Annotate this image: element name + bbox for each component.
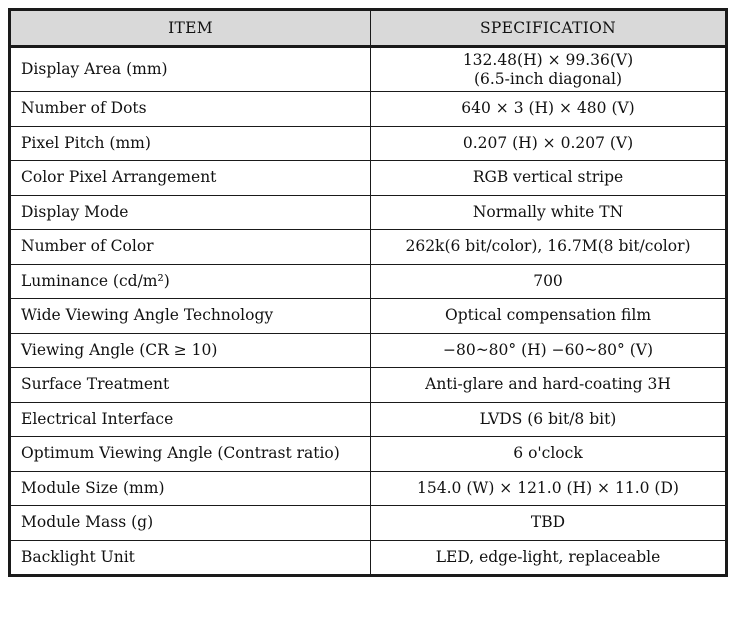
specification-cell bbox=[371, 299, 727, 334]
table-row bbox=[10, 368, 727, 403]
table-row bbox=[10, 161, 727, 196]
specification-line: LED, edge-light, replaceable bbox=[435, 547, 661, 566]
specification-cell bbox=[371, 195, 727, 230]
specification-cell bbox=[371, 402, 727, 437]
specification-cell bbox=[371, 161, 727, 196]
item-column-header: ITEM bbox=[10, 10, 371, 47]
item-cell: Display Area (mm) bbox=[10, 47, 371, 92]
specification-cell bbox=[371, 264, 727, 299]
item-cell: Wide Viewing Angle Technology bbox=[10, 299, 371, 334]
table-row bbox=[10, 333, 727, 368]
specification-line: TBD bbox=[530, 513, 566, 532]
item-cell: Viewing Angle (CR ≥ 10) bbox=[10, 333, 371, 368]
item-cell: Color Pixel Arrangement bbox=[10, 161, 371, 196]
table-row bbox=[10, 47, 727, 92]
specification-cell bbox=[371, 437, 727, 472]
item-cell: Display Mode bbox=[10, 195, 371, 230]
specification-line: Anti-glare and hard-coating 3H bbox=[425, 375, 671, 394]
table-row bbox=[10, 299, 727, 334]
specification-line: 154.0 (W) × 121.0 (H) × 11.0 (D) bbox=[417, 478, 679, 497]
spec-table-container bbox=[8, 8, 728, 577]
table-row bbox=[10, 264, 727, 299]
specification-line: 640 × 3 (H) × 480 (V) bbox=[461, 99, 635, 118]
specification-line: (6.5-inch diagonal) bbox=[473, 69, 623, 88]
specification-cell bbox=[371, 126, 727, 161]
table-row bbox=[10, 92, 727, 127]
specification-column-header: SPECIFICATION bbox=[371, 10, 727, 47]
item-cell: Surface Treatment bbox=[10, 368, 371, 403]
table-row bbox=[10, 402, 727, 437]
specification-line: Normally white TN bbox=[472, 202, 624, 221]
item-cell: Backlight Unit bbox=[10, 540, 371, 576]
specification-line: LVDS (6 bit/8 bit) bbox=[479, 409, 617, 428]
specification-cell bbox=[371, 92, 727, 127]
specification-cell bbox=[371, 230, 727, 265]
specification-cell bbox=[371, 47, 727, 92]
specification-line: −80~80° (H) −60~80° (V) bbox=[442, 340, 654, 359]
specification-line: Optical compensation film bbox=[444, 306, 652, 325]
specification-line: RGB vertical stripe bbox=[472, 168, 624, 187]
item-cell: Luminance (cd/m²) bbox=[10, 264, 371, 299]
header-row bbox=[10, 10, 727, 47]
specification-cell bbox=[371, 368, 727, 403]
table-row bbox=[10, 471, 727, 506]
item-cell: Module Size (mm) bbox=[10, 471, 371, 506]
table-row bbox=[10, 230, 727, 265]
specification-line: 0.207 (H) × 0.207 (V) bbox=[462, 133, 634, 152]
table-row bbox=[10, 540, 727, 576]
specification-cell bbox=[371, 471, 727, 506]
table-row bbox=[10, 437, 727, 472]
item-cell: Pixel Pitch (mm) bbox=[10, 126, 371, 161]
item-cell: Number of Color bbox=[10, 230, 371, 265]
item-cell: Optimum Viewing Angle (Contrast ratio) bbox=[10, 437, 371, 472]
specification-line: 6 o'clock bbox=[513, 444, 583, 463]
table-row bbox=[10, 195, 727, 230]
specification-line: 700 bbox=[533, 271, 563, 290]
item-cell: Module Mass (g) bbox=[10, 506, 371, 541]
table-row bbox=[10, 506, 727, 541]
specification-line: 132.48(H) × 99.36(V) bbox=[462, 50, 634, 69]
item-cell: Number of Dots bbox=[10, 92, 371, 127]
specification-line: 262k(6 bit/color), 16.7M(8 bit/color) bbox=[405, 237, 691, 256]
specification-table bbox=[8, 8, 728, 577]
specification-cell bbox=[371, 540, 727, 576]
table-row bbox=[10, 126, 727, 161]
item-cell: Electrical Interface bbox=[10, 402, 371, 437]
table-body bbox=[10, 47, 727, 576]
specification-cell bbox=[371, 333, 727, 368]
specification-cell bbox=[371, 506, 727, 541]
